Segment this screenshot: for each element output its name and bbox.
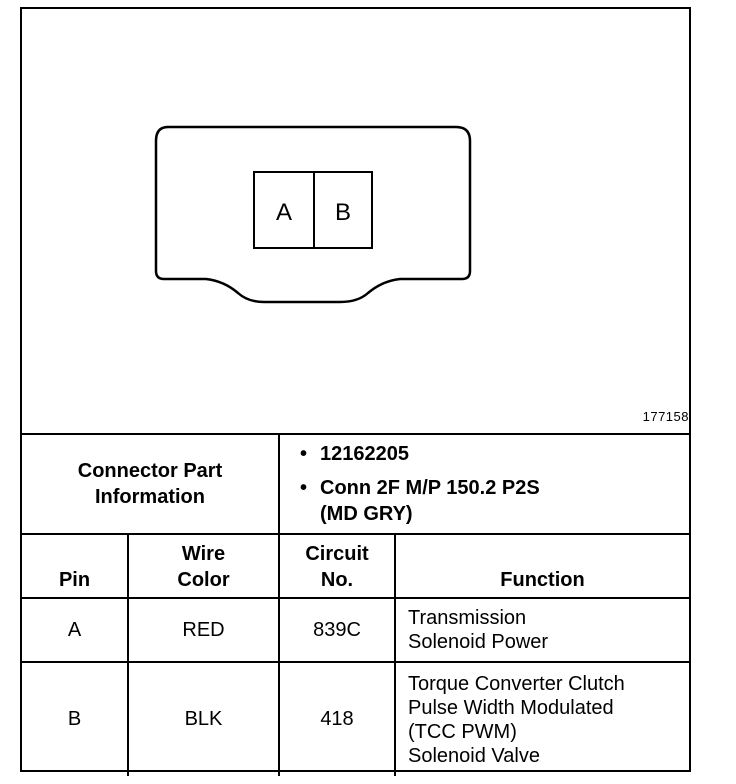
pin-label-a: A: [275, 199, 293, 226]
header-function: Function: [395, 534, 689, 598]
circuit-no-cell: 839C: [279, 598, 395, 662]
circuit-no-cell: 418: [279, 662, 395, 776]
connector-part-label: Connector Part Information: [77, 460, 223, 508]
wire-color-cell: RED: [128, 598, 279, 662]
wire-color-cell: BLK: [128, 662, 279, 776]
connector-part-list: [280, 435, 689, 533]
part-number-item: • 12162205: [320, 441, 689, 467]
pin-cell: B: [22, 662, 128, 776]
connector-part-row: [22, 434, 689, 534]
function-cell: Torque Converter Clutch Pulse Width Modulated (TCC PWM) Solenoid Valve: [395, 662, 689, 776]
connector-info-table: [22, 433, 689, 776]
table-header-row: [22, 534, 689, 598]
connector-sheet: [20, 7, 691, 772]
connector-face-drawing: [22, 9, 689, 433]
header-pin: Pin: [22, 534, 128, 598]
pin-label-b: B: [334, 199, 352, 226]
part-description-item: • Conn 2F M/P 150.2 P2S (MD GRY): [320, 475, 689, 527]
pin-cell: A: [22, 598, 128, 662]
header-wire-color: Wire Color: [128, 534, 279, 598]
header-circuit-no: Circuit No.: [279, 534, 395, 598]
table-row: [22, 662, 689, 776]
connector-diagram: [22, 9, 689, 433]
table-row: [22, 598, 689, 662]
function-cell: Transmission Solenoid Power: [395, 598, 689, 662]
figure-number: 177158: [642, 409, 689, 424]
